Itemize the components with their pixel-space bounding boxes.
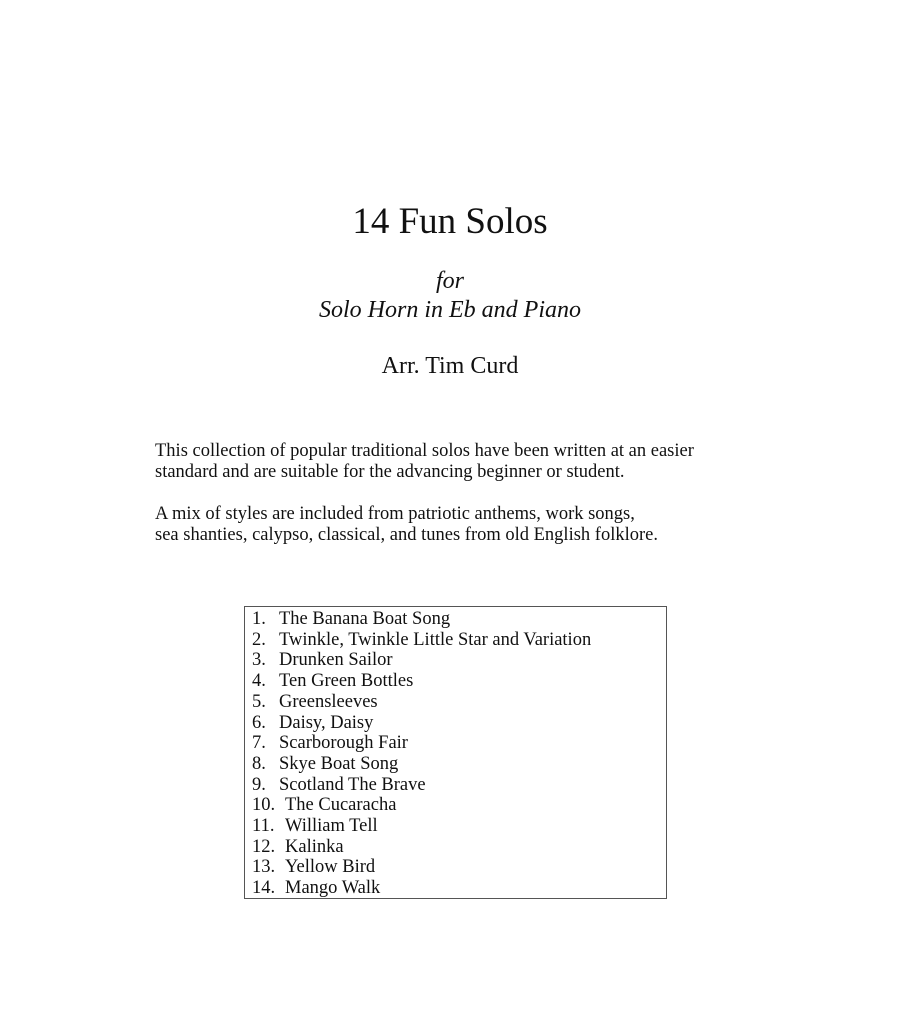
description-paragraph-2 [155, 504, 855, 546]
item-number: 13. [252, 857, 276, 878]
item-title: Kalinka [285, 836, 344, 857]
list-item [252, 816, 666, 837]
list-item [252, 837, 666, 858]
item-number: 9. [252, 774, 266, 795]
list-item [252, 878, 666, 899]
item-title: Ten Green Bottles [279, 671, 414, 692]
contents-list [252, 609, 666, 899]
list-item [252, 671, 666, 692]
item-title: William Tell [285, 816, 378, 837]
item-title: Yellow Bird [285, 857, 376, 878]
item-title: The Banana Boat Song [279, 609, 451, 629]
list-item [252, 775, 666, 796]
subtitle [0, 267, 900, 325]
item-title: Scotland The Brave [279, 774, 426, 795]
list-item [252, 795, 666, 816]
item-title: Mango Walk [285, 878, 381, 899]
list-item [252, 630, 666, 651]
list-item [252, 650, 666, 671]
item-number: 7. [252, 733, 266, 754]
item-number: 1. [252, 609, 266, 629]
item-title: Scarborough Fair [279, 733, 408, 754]
item-number: 5. [252, 691, 266, 712]
list-item [252, 754, 666, 775]
contents-box [244, 606, 667, 899]
description-paragraph-1 [155, 441, 855, 483]
item-number: 8. [252, 753, 266, 774]
item-title: Daisy, Daisy [279, 712, 374, 733]
item-number: 14. [252, 878, 276, 899]
item-title: Twinkle, Twinkle Little Star and Variation [279, 629, 592, 650]
item-number: 2. [252, 629, 266, 650]
list-item [252, 713, 666, 734]
list-item [252, 609, 666, 630]
list-item [252, 857, 666, 878]
item-title: Skye Boat Song [279, 753, 399, 774]
item-number: 3. [252, 650, 266, 671]
description-line: sea shanties, calypso, classical, and tunes from old English folklore. [155, 525, 658, 545]
item-number: 4. [252, 671, 266, 692]
list-item [252, 733, 666, 754]
description-line: standard and are suitable for the advancing beginner or student. [155, 462, 625, 482]
item-title: Greensleeves [279, 691, 378, 712]
item-number: 12. [252, 836, 276, 857]
item-title: Drunken Sailor [279, 650, 393, 671]
item-number: 6. [252, 712, 266, 733]
item-number: 10. [252, 795, 276, 816]
arranger-credit: Arr. Tim Curd [381, 353, 519, 379]
description-line: This collection of popular traditional solos have been written at an easier [155, 441, 694, 461]
description-line: A mix of styles are included from patriotic anthems, work songs, [155, 504, 635, 524]
item-number: 11. [252, 816, 275, 837]
subtitle-instrumentation: Solo Horn in Eb and Piano [319, 297, 581, 323]
list-item [252, 692, 666, 713]
subtitle-for: for [435, 268, 464, 294]
item-title: The Cucaracha [285, 795, 397, 816]
page-title: 14 Fun Solos [352, 201, 548, 242]
